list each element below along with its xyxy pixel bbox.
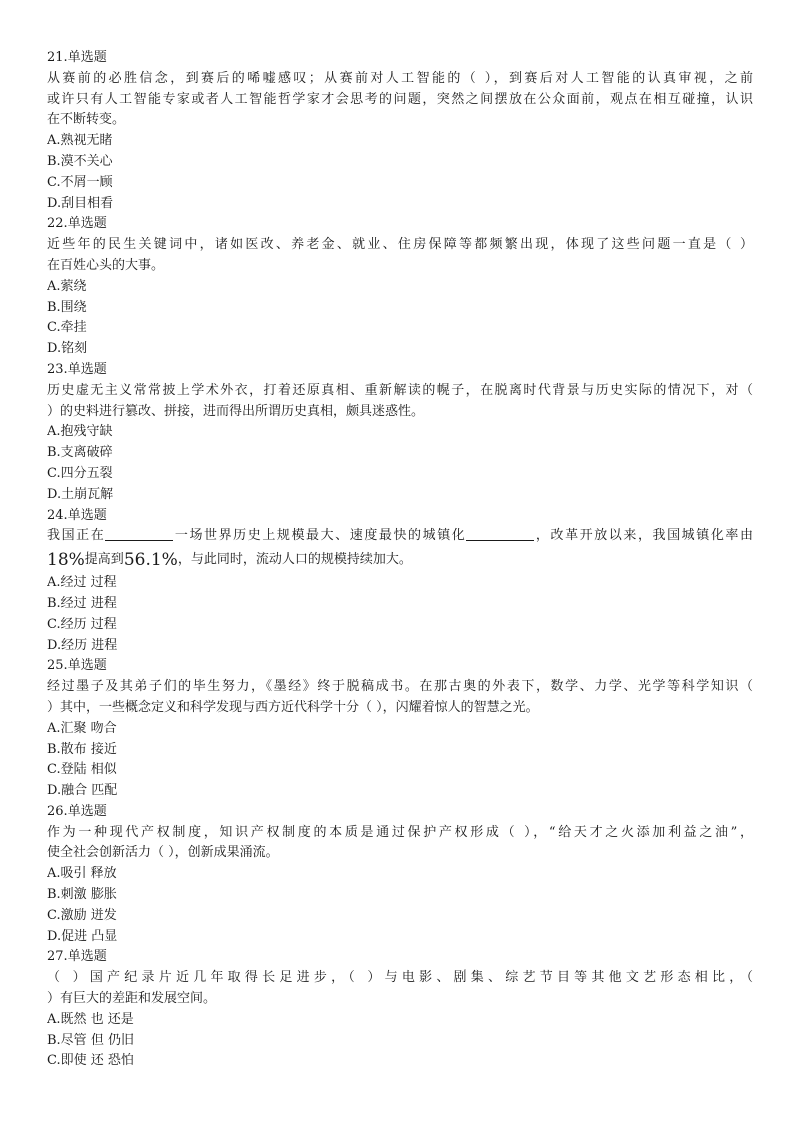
question-stem: 历史虚无主义常常披上学术外衣，打着还原真相、重新解读的幌子，在脱离时代背景与历史实际的情况下，对（ bbox=[47, 382, 753, 398]
option-c[interactable]: C.登陆 相似 bbox=[47, 762, 117, 778]
option-b[interactable]: B.围绕 bbox=[47, 299, 87, 315]
option-d[interactable]: D.促进 凸显 bbox=[47, 928, 118, 944]
option-b[interactable]: B.经过 进程 bbox=[47, 595, 117, 611]
option-d[interactable]: D.经历 进程 bbox=[47, 637, 118, 653]
question-stem: 我国正在 一场世界历史上规模最大、速度最快的城镇化 ，改革开放以来，我国城镇化率由 bbox=[47, 528, 753, 544]
question-stem: 经过墨子及其弟子们的毕生努力，《墨经》终于脱稿成书。在那古奥的外表下，数学、力学、光学等科学知识（ bbox=[47, 679, 753, 695]
question-24 bbox=[47, 506, 753, 657]
question-stem: ）的史料进行篡改、拼接，进而得出所谓历史真相，颇具迷惑性。 bbox=[47, 403, 425, 419]
question-header: 24.单选题 bbox=[47, 507, 107, 523]
option-a[interactable]: A.汇聚 吻合 bbox=[47, 720, 117, 736]
option-b[interactable]: B.支离破碎 bbox=[47, 445, 113, 461]
question-stem: 18%提高到56.1%，与此同时，流动人口的规模持续加大。 bbox=[47, 550, 412, 571]
question-21 bbox=[47, 48, 753, 214]
option-c[interactable]: C.四分五裂 bbox=[47, 465, 113, 481]
question-stem: 使全社会创新活力（ ），创新成果涌流。 bbox=[47, 845, 279, 861]
rate-from: 18% bbox=[47, 550, 85, 571]
option-d[interactable]: D.融合 匹配 bbox=[47, 783, 118, 799]
option-a[interactable]: A.熟视无睹 bbox=[47, 133, 113, 149]
option-b[interactable]: B.散布 接近 bbox=[47, 741, 117, 757]
question-header: 26.单选题 bbox=[47, 803, 107, 819]
question-25 bbox=[47, 656, 753, 802]
question-23 bbox=[47, 360, 753, 506]
rate-to: 56.1% bbox=[123, 550, 178, 571]
option-c[interactable]: C.即使 还 恐怕 bbox=[47, 1053, 134, 1069]
question-stem: 或许只有人工智能专家或者人工智能哲学家才会思考的问题，突然之间摆放在公众面前，观点在相互碰撞，认识 bbox=[47, 91, 753, 107]
question-stem: ）其中，一些概念定义和科学发现与西方近代科学十分（ ），闪耀着惊人的智慧之光。 bbox=[47, 699, 539, 715]
option-a[interactable]: A.既然 也 还是 bbox=[47, 1011, 134, 1027]
option-b[interactable]: B.漠不关心 bbox=[47, 153, 113, 169]
question-header: 23.单选题 bbox=[47, 361, 107, 377]
question-27 bbox=[47, 947, 753, 1072]
question-26 bbox=[47, 802, 753, 948]
option-a[interactable]: A.萦绕 bbox=[47, 278, 87, 294]
fill-blank bbox=[105, 526, 173, 541]
option-c[interactable]: C.牵挂 bbox=[47, 320, 87, 336]
question-document bbox=[47, 48, 753, 1072]
question-stem: 近些年的民生关键词中，诸如医改、养老金、就业、住房保障等都频繁出现，体现了这些问题一直是（ ） bbox=[47, 237, 753, 253]
question-header: 25.单选题 bbox=[47, 658, 107, 674]
question-stem: 从赛前的必胜信念，到赛后的唏嘘感叹；从赛前对人工智能的（ ），到赛后对人工智能的认真审视，之前 bbox=[47, 70, 753, 86]
question-stem: 在不断转变。 bbox=[47, 112, 126, 128]
question-header: 27.单选题 bbox=[47, 949, 107, 965]
option-d[interactable]: D.土崩瓦解 bbox=[47, 486, 114, 502]
question-stem: ）有巨大的差距和发展空间。 bbox=[47, 991, 217, 1007]
option-c[interactable]: C.不屑一顾 bbox=[47, 174, 113, 190]
question-stem: （ ）国产纪录片近几年取得长足进步，（ ）与电影、剧集、综艺节目等其他文艺形态相比，（ bbox=[47, 970, 753, 986]
fill-blank bbox=[466, 526, 534, 541]
question-header: 21.单选题 bbox=[47, 50, 107, 65]
option-d[interactable]: D.刮目相看 bbox=[47, 195, 114, 211]
option-a[interactable]: A.经过 过程 bbox=[47, 575, 117, 591]
question-stem: 在百姓心头的大事。 bbox=[47, 257, 165, 273]
question-header: 22.单选题 bbox=[47, 216, 107, 232]
option-b[interactable]: B.尽管 但 仍旧 bbox=[47, 1032, 134, 1048]
question-stem: 作为一种现代产权制度，知识产权制度的本质是通过保护产权形成（ ），“给天才之火添加利益之油”， bbox=[47, 824, 753, 840]
option-a[interactable]: A.吸引 释放 bbox=[47, 866, 117, 882]
question-22 bbox=[47, 214, 753, 360]
option-a[interactable]: A.抱残守缺 bbox=[47, 424, 113, 440]
option-d[interactable]: D.铭刻 bbox=[47, 341, 88, 357]
option-c[interactable]: C.激励 迸发 bbox=[47, 907, 117, 923]
option-b[interactable]: B.刺激 膨胀 bbox=[47, 887, 117, 903]
option-c[interactable]: C.经历 过程 bbox=[47, 616, 117, 632]
